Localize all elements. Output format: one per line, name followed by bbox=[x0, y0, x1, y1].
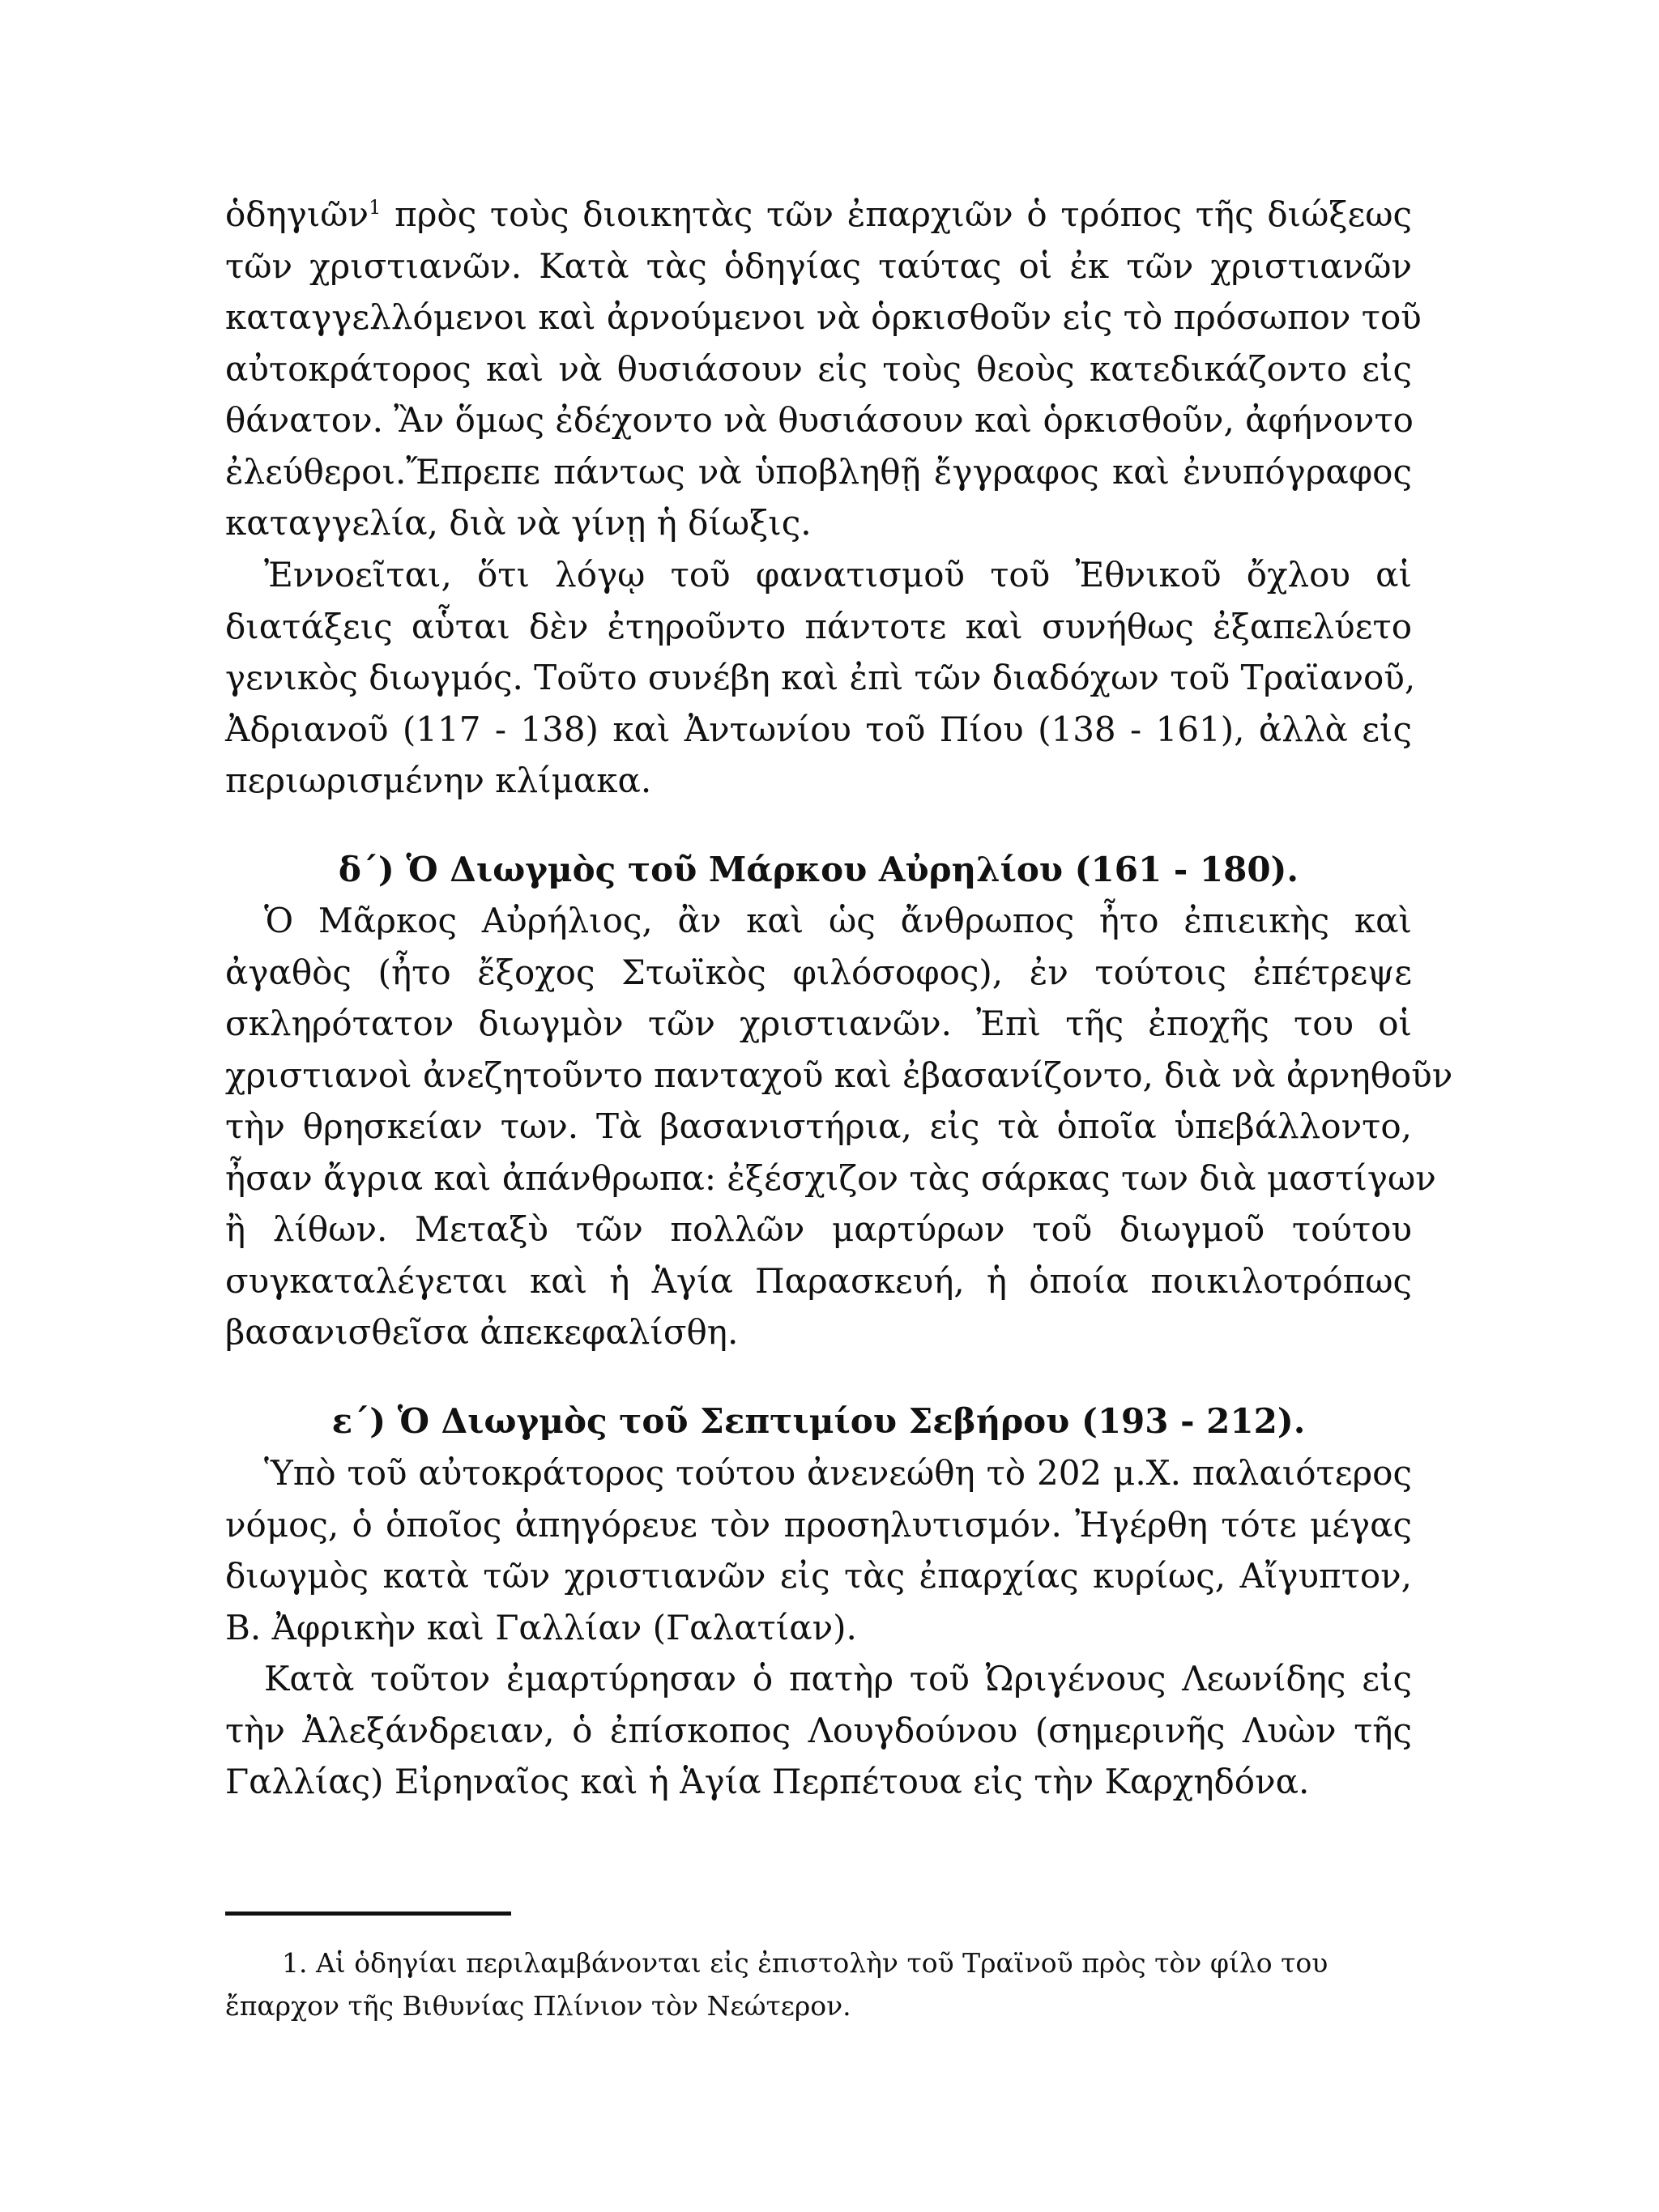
text-line: διωγμὸς κατὰ τῶν χριστιανῶν εἰς τὰς ἐπαρχίας κυρίως, Αἴγυπτον, bbox=[225, 1556, 1412, 1596]
text-line: Β. Ἀφρικὴν καὶ Γαλλίαν (Γαλατίαν). bbox=[225, 1607, 857, 1647]
text-line: περιωρισμένην κλίμακα. bbox=[225, 761, 652, 800]
text-run: ὁδηγιῶν bbox=[225, 194, 369, 234]
text-line: Ἐννοεῖται, ὅτι λόγῳ τοῦ φανατισμοῦ τοῦ Ἐθνικοῦ ὄχλου αἱ bbox=[264, 555, 1412, 595]
footnote bbox=[225, 1941, 1412, 2027]
text-line: Κατὰ τοῦτον ἐμαρτύρησαν ὁ πατὴρ τοῦ Ὠριγένους Λεωνίδης εἰς bbox=[264, 1659, 1412, 1698]
text-line: θάνατον. Ἂν ὅμως ἐδέχοντο νὰ θυσιάσουν καὶ ὁρκισθοῦν, ἀφήνοντο bbox=[225, 400, 1414, 440]
text-line: βασανισθεῖσα ἀπεκεφαλίσθη. bbox=[225, 1312, 739, 1352]
section-heading-marcus-aurelius: δ΄) Ὁ Διωγμὸς τοῦ Μάρκου Αὐρηλίου (161 - 180). bbox=[338, 850, 1299, 889]
text-line: ἦσαν ἄγρια καὶ ἀπάνθρωπα: ἐξέσχιζον τὰς σάρκας των διὰ μαστίγων bbox=[225, 1157, 1436, 1198]
footnote-line: ἔπαρχον τῆς Βιθυνίας Πλίνιον τὸν Νεώτερον. bbox=[225, 1990, 851, 2022]
text-line: χριστιανοὶ ἀνεζητοῦντο πανταχοῦ καὶ ἐβασανίζοντο, διὰ νὰ ἀρνηθοῦν bbox=[225, 1055, 1453, 1095]
text-line: ἀγαθὸς (ἦτο ἔξοχος Στωϊκὸς φιλόσοφος), ἐν τούτοις ἐπέτρεψε bbox=[225, 952, 1412, 992]
text-line: καταγγελλόμενοι καὶ ἀρνούμενοι νὰ ὁρκισθοῦν εἰς τὸ πρόσωπον τοῦ bbox=[225, 297, 1422, 337]
paragraph-septimius-severus bbox=[225, 1447, 1412, 1653]
footnote-separator bbox=[225, 1912, 511, 1916]
text-line: τὴν Ἀλεξάνδρειαν, ὁ ἐπίσκοπος Λουγδούνου (σημερινῆς Λυὼν τῆς bbox=[225, 1710, 1412, 1750]
text-line: γενικὸς διωγμός. Τοῦτο συνέβη καὶ ἐπὶ τῶν διαδόχων τοῦ Τραϊανοῦ, bbox=[225, 658, 1416, 697]
text-line: Ἀδριανοῦ (117 - 138) καὶ Ἀντωνίου τοῦ Πίου (138 - 161), ἀλλὰ εἰς bbox=[225, 709, 1412, 749]
paragraph-general-persecution bbox=[225, 549, 1416, 807]
text-line: διατάξεις αὗται δὲν ἐτηροῦντο πάντοτε καὶ συνήθως ἐξαπελύετο bbox=[225, 606, 1412, 646]
section-heading-septimius-severus: ε΄) Ὁ Διωγμὸς τοῦ Σεπτιμίου Σεβήρου (193 - 212). bbox=[331, 1401, 1306, 1441]
text-line: ἢ λίθων. Μεταξὺ τῶν πολλῶν μαρτύρων τοῦ διωγμοῦ τούτου bbox=[225, 1209, 1412, 1249]
text-line: νόμος, ὁ ὁποῖος ἀπηγόρευε τὸν προσηλυτισμόν. Ἠγέρθη τότε μέγας bbox=[225, 1504, 1412, 1545]
footnote-line: 1. Αἱ ὁδηγίαι περιλαμβάνονται εἰς ἐπιστολὴν τοῦ Τραϊνοῦ πρὸς τὸν φίλο του bbox=[282, 1947, 1328, 1979]
paragraph-marcus-aurelius bbox=[225, 895, 1453, 1358]
paragraph-martyrs bbox=[225, 1653, 1412, 1808]
footnote-reference: 1 bbox=[369, 196, 382, 219]
text-line: τὴν θρησκείαν των. Τὰ βασανιστήρια, εἰς τὰ ὁποῖα ὑπεβάλλοντο, bbox=[225, 1106, 1412, 1146]
paragraph-trajan-instructions bbox=[225, 189, 1422, 549]
text-line: αὐτοκράτορος καὶ νὰ θυσιάσουν εἰς τοὺς θεοὺς κατεδικάζοντο εἰς bbox=[225, 348, 1412, 389]
text-line bbox=[225, 189, 1412, 241]
text-line: Ὁ Μᾶρκος Αὐρήλιος, ἂν καὶ ὡς ἄνθρωπος ἦτο ἐπιεικὴς καὶ bbox=[264, 901, 1412, 940]
text-line: ἐλεύθεροι.Ἔπρεπε πάντως νὰ ὑποβληθῇ ἔγγραφος καὶ ἐνυπόγραφος bbox=[225, 451, 1412, 492]
text-line: καταγγελία, διὰ νὰ γίνῃ ἡ δίωξις. bbox=[225, 503, 812, 543]
text-line: τῶν χριστιανῶν. Κατὰ τὰς ὁδηγίας ταύτας οἱ ἐκ τῶν χριστιανῶν bbox=[225, 245, 1412, 286]
text-line: Ὑπὸ τοῦ αὐτοκράτορος τούτου ἀνενεώθη τὸ 202 μ.Χ. παλαιότερος bbox=[264, 1453, 1412, 1493]
text-line: σκληρότατον διωγμὸν τῶν χριστιανῶν. Ἐπὶ τῆς ἐποχῆς του οἱ bbox=[225, 1004, 1412, 1043]
text-run: πρὸς τοὺς διοικητὰς τῶν ἐπαρχιῶν ὁ τρόπος τῆς διώξεως bbox=[394, 194, 1412, 234]
text-line: συγκαταλέγεται καὶ ἡ Ἁγία Παρασκευή, ἡ ὁποία ποικιλοτρόπως bbox=[225, 1260, 1412, 1301]
text-line: Γαλλίας) Εἰρηναῖος καὶ ἡ Ἁγία Περπέτουα εἰς τὴν Καρχηδόνα. bbox=[225, 1762, 1310, 1801]
